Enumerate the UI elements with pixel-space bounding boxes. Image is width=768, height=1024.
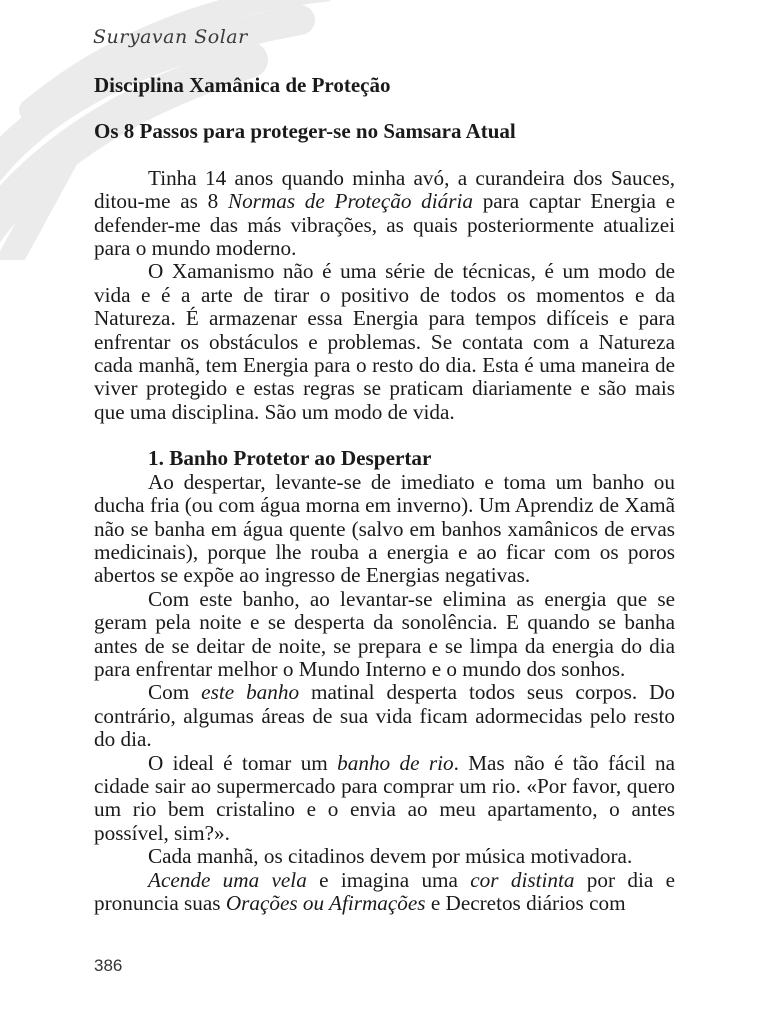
paragraph: Cada manhã, os citadinos devem por música motivadora. — [148, 844, 633, 869]
text-run: por dia e pronuncia suas — [94, 867, 675, 915]
emphasis: Normas de Proteção diária — [227, 189, 473, 214]
paragraph — [94, 752, 675, 846]
text-run: O ideal é tomar um — [148, 750, 338, 775]
text-run: e imagina uma — [306, 867, 471, 892]
paragraph — [94, 167, 675, 261]
chapter-title: Disciplina Xamânica de Proteção — [94, 73, 391, 97]
text-run: para captar Energia e defender-me das más vibrações, as quais posteriormente atualizei para o mundo moderno. — [94, 189, 675, 261]
paragraph: Com este banho, ao levantar-se elimina as energia que se geram pela noite e se desperta da sonolência. E quando se banha antes de se deitar de noite, se prepara e se limpa da energia do dia para enfrentar melhor o Mundo Interno e o mundo dos sonhos. — [94, 586, 675, 681]
page-number: 386 — [94, 956, 123, 975]
text-run: e Decretos diários com — [425, 891, 626, 915]
paragraph: O Xamanismo não é uma série de técnicas, é um modo de vida e é a arte de tirar o positivo de todos os momentos e da Natureza. É armazenar essa Energia para tempos difíceis e para enfrentar os obstáculos e problemas. Se contata com a Natureza cada manhã, tem Energia para o resto do dia. Esta é uma maneira de viver protegido e estas regras se praticam diariamente e são mais que uma disciplina. São um modo de vida. — [94, 259, 675, 424]
text-run: . Mas não é tão fácil na cidade sair ao supermercado para comprar um rio. «Por favor, quero um rio bem cristalino e o envia ao meu apartamento, o antes possível, sim?». — [94, 750, 675, 845]
text-run: Com — [148, 680, 202, 705]
paragraph — [94, 681, 675, 751]
emphasis: banho de rio — [337, 750, 454, 775]
text-run: matinal desperta todos seus corpos. Do contrário, algumas áreas de sua vida ficam adormecidas pelo resto do dia. — [94, 680, 675, 752]
page-body — [94, 74, 675, 915]
emphasis: cor distinta — [470, 867, 575, 892]
emphasis: Orações ou Afirmações — [225, 891, 426, 915]
section-heading: 1. Banho Protetor ao Despertar — [148, 446, 432, 471]
paragraph: Ao despertar, levante-se de imediato e toma um banho ou ducha fria (ou com água morna em inverno). Um Aprendiz de Xamã não se banha em água quente (salvo em banhos xamânicos de ervas medicinais), porque lhe rouba a energia e ao ficar com os poros abertos se expõe ao ingresso de Energias negativas. — [94, 469, 675, 588]
paragraph — [94, 869, 675, 916]
running-head: Suryavan Solar — [93, 26, 248, 48]
chapter-subtitle: Os 8 Passos para proteger-se no Samsara Atual — [94, 119, 516, 144]
emphasis: Acende uma vela — [148, 867, 307, 892]
emphasis: este banho — [201, 680, 300, 705]
text-run: Tinha 14 anos quando minha avó, a curandeira dos Sauces, ditou-me as 8 — [94, 165, 675, 214]
